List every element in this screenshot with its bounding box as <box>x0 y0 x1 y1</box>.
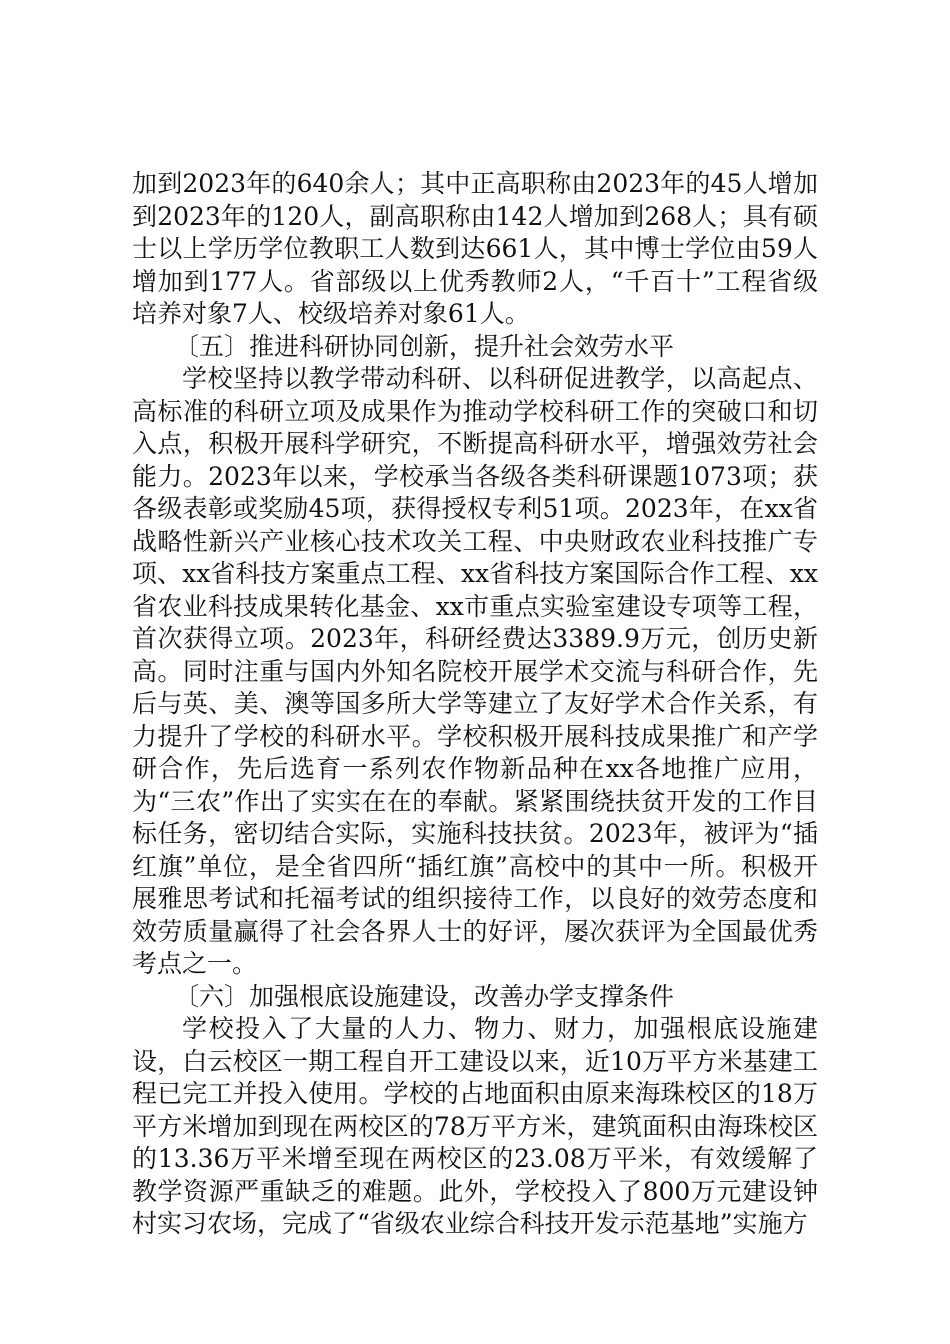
section-heading-infrastructure: 〔六〕加强根底设施建设，改善办学支撑条件 <box>174 981 675 1011</box>
document-body <box>132 168 818 1241</box>
paragraph-infrastructure: 学校投入了大量的人力、物力、财力，加强根底设施建设，白云校区一期工程自开工建设以来，近10万平方米基建工程已完工并投入使用。学校的占地面积由原来海珠校区的18万平方米增加到现在两校区的78万平方米，建筑面积由海珠校区的13.36万平米增至现在两校区的23.08万平米，有效缓解了教学资源严重缺乏的难题。此外，学校投入了800万元建设钟村实习农场，完成了“省级农业综合科技开发示范基地”实施方 <box>132 1014 818 1238</box>
paragraph-staff-statistics: 加到2023年的640余人；其中正高职称由2023年的45人增加到2023年的120人，副高职称由142人增加到268人；具有硕士以上学历学位教职工人数到达661人，其中博士学位由59人增加到177人。省部级以上优秀教师2人，“千百十”工程省级培养对象7人、校级培养对象61人。 <box>132 169 818 328</box>
paragraph-research: 学校坚持以教学带动科研、以科研促进教学，以高起点、高标准的科研立项及成果作为推动学校科研工作的突破口和切入点，积极开展科学研究，不断提高科研水平，增强效劳社会能力。2023年以来，学校承当各级各类科研课题1073项；获各级表彰或奖励45项，获得授权专利51项。2023年，在xx省战略性新兴产业核心技术攻关工程、中央财政农业科技推广专项、xx省科技方案重点工程、xx省科技方案国际合作工程、xx省农业科技成果转化基金、xx市重点实验室建设专项等工程，首次获得立项。2023年，科研经费达3389.9万元，创历史新高。同时注重与国内外知名院校开展学术交流与科研合作，先后与英、美、澳等国多所大学等建立了友好学术合作关系，有力提升了学校的科研水平。学校积极开展科技成果推广和产学研合作，先后选育一系列农作物新品种在xx各地推广应用，为“三农”作出了实实在在的奉献。紧紧围绕扶贫开发的工作目标任务，密切结合实际，实施科技扶贫。2023年，被评为“插红旗”单位，是全省四所“插红旗”高校中的其中一所。积极开展雅思考试和托福考试的组织接待工作，以良好的效劳态度和效劳质量赢得了社会各界人士的好评，屡次获评为全国最优秀考点之一。 <box>132 364 818 978</box>
section-heading-research: 〔五〕推进科研协同创新，提升社会效劳水平 <box>174 331 675 361</box>
